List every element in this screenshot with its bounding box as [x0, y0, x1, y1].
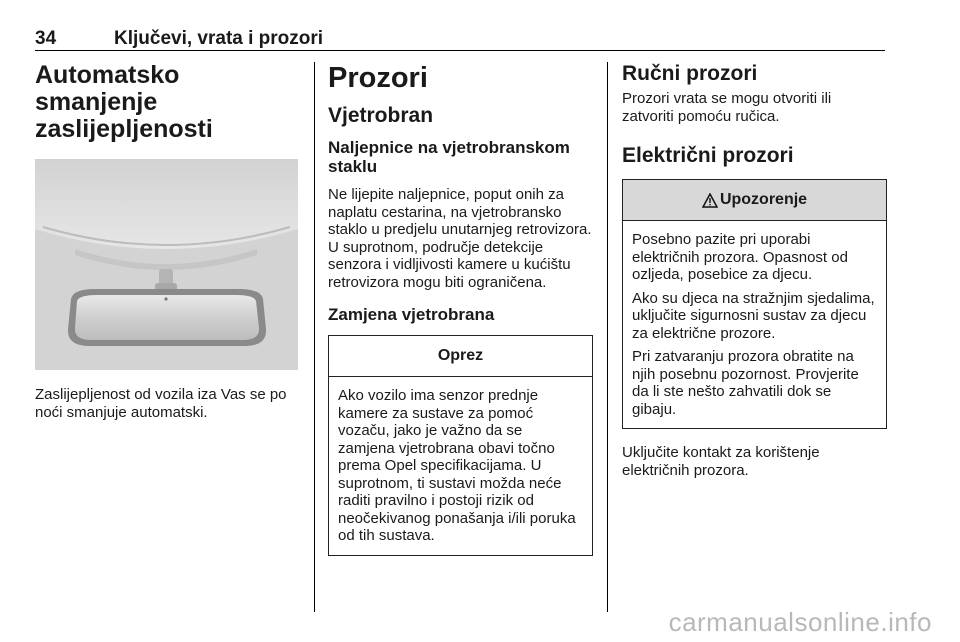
warning-triangle-icon: [702, 193, 718, 208]
caution-title: Oprez: [329, 336, 592, 377]
column-right: [622, 62, 887, 479]
body-text: Ne lijepite naljepnice, poput onih za naplatu cestarina, na vjetrobransko staklo u predjelu unutarnjeg retrovizora. U suprotnom, područje detekcije senzora i vidljivosti kamere u kućištu retrovizora mogu biti ograničena.: [328, 186, 592, 291]
warning-title: Upozorenje: [719, 191, 808, 208]
subsection-heading: Naljepnice na vjetrobranskom staklu: [328, 138, 570, 176]
column-divider: [607, 62, 608, 612]
column-middle: [328, 62, 593, 556]
warning-header: [623, 180, 886, 221]
page-header: [35, 28, 885, 51]
caution-text: Ako vozilo ima senzor prednje kamere za sustave za pomoć vozaču, jako je važno da se zamjena vjetrobrana obavi točno prema Opel specifikacijama. U suprotnom, ti sustavi možda neće raditi pravilno i postoji rizik od neočekivanog ponašanja i/ili poruka od tih sustava.: [338, 387, 576, 544]
watermark: carmanualsonline.info: [668, 607, 932, 637]
warning-box: [622, 179, 887, 429]
section-title: Prozori: [328, 62, 428, 94]
rearview-mirror-image: [35, 159, 298, 370]
section-title: Električni prozori: [622, 144, 794, 167]
caution-box: [328, 335, 593, 556]
image-caption: Zaslijepljenost od vozila iza Vas se po noći smanjuje automatski.: [35, 386, 287, 421]
page-number: 34: [35, 28, 57, 49]
body-text: Prozori vrata se mogu otvoriti ili zatvoriti pomoću ručica.: [622, 90, 832, 125]
column-divider: [314, 62, 315, 612]
section-title: Ručni prozori: [622, 62, 758, 85]
warning-text: Pri zatvaranju prozora obratite na njih posebnu pozornost. Provjerite da li ste nešto zahvatili dok se gibaju.: [632, 348, 859, 418]
mirror-illustration: [35, 159, 298, 370]
warning-text: Posebno pazite pri uporabi električnih prozora. Opasnost od ozljeda, posebice za djecu.: [632, 231, 848, 283]
section-title: Automatsko smanjenje zaslijepljenosti: [35, 61, 213, 143]
warning-text: Ako su djeca na stražnjim sjedalima, uključite sigurnosni sustav za djecu za električne prozore.: [632, 289, 875, 342]
body-text: Uključite kontakt za korištenje električnih prozora.: [622, 444, 820, 479]
subsection-title: Vjetrobran: [328, 104, 434, 127]
column-left: [35, 62, 300, 421]
chapter-title: Ključevi, vrata i prozori: [114, 28, 324, 49]
subsection-heading: Zamjena vjetrobrana: [328, 305, 495, 324]
